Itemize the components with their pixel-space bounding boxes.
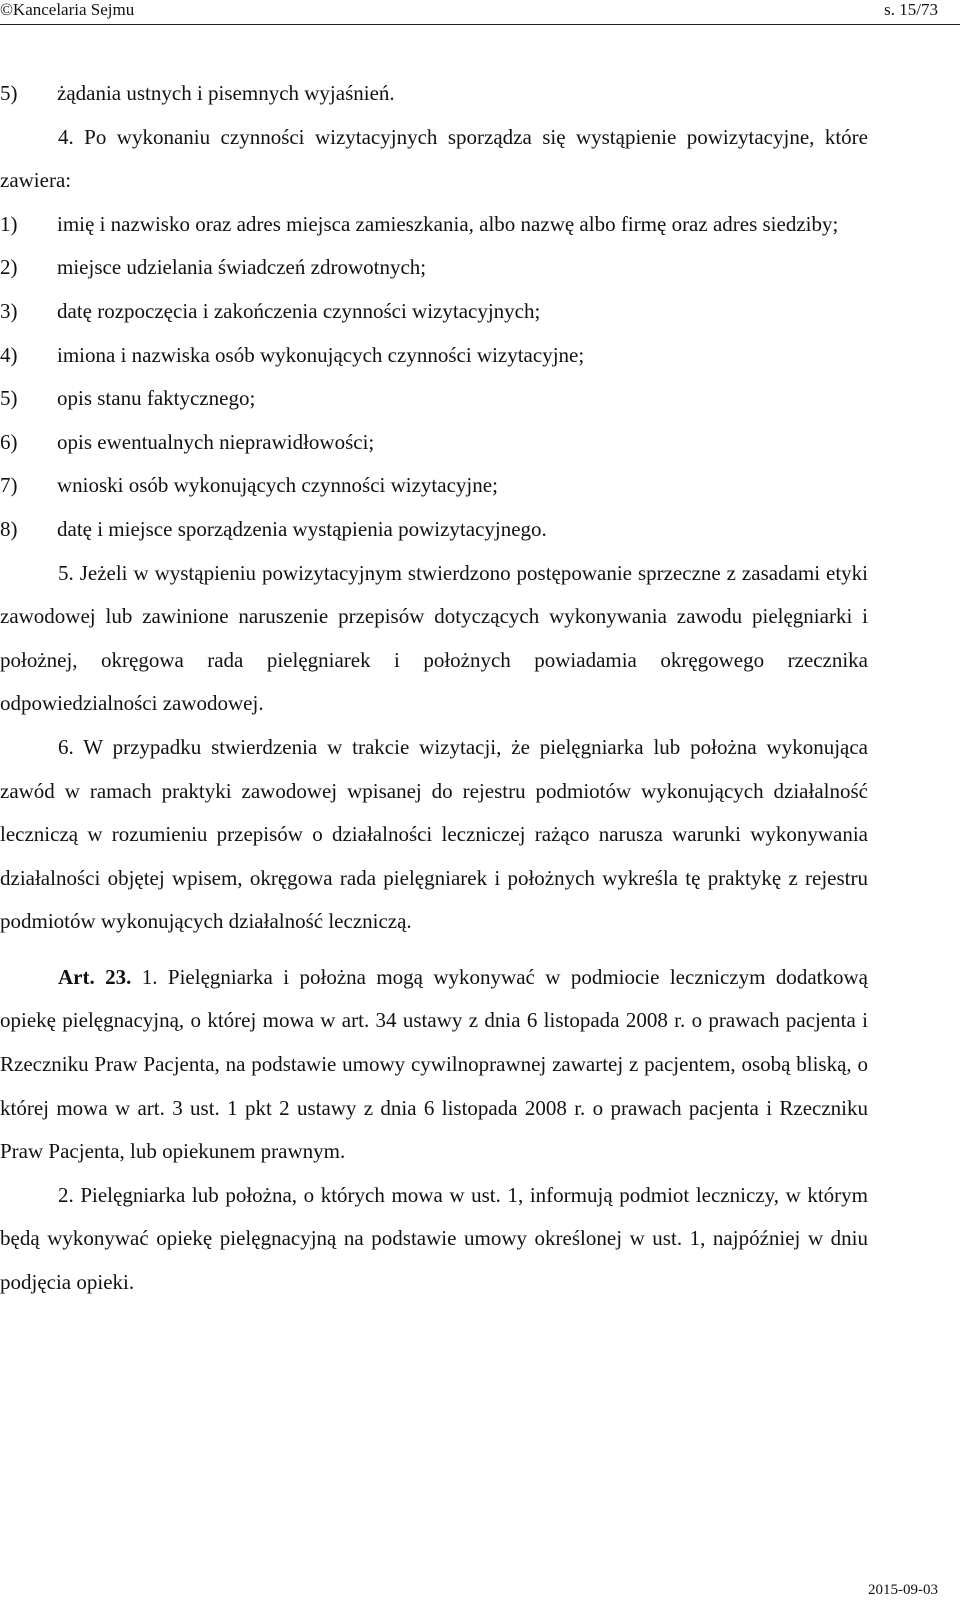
list-item-number: 5) [0,386,18,411]
list-item [0,508,868,552]
page-header [0,0,960,30]
list-item [0,464,868,508]
list-item [0,421,868,465]
paragraph-5: 5. Jeżeli w wystąpieniu powizytacyjnym stwierdzono postępowanie sprzeczne z zasadami etyki zawodowej lub zawinione naruszenie przepisów dotyczących wykonywania zawodu pielęgniarki i położnej, okręgowa rada pielęgniarek i położnych powiadamia okręgowego rzecznika odpowiedzialności zawodowej. [0,560,868,716]
paragraph-6: 6. W przypadku stwierdzenia w trakcie wizytacji, że pielęgniarka lub położna wykonująca zawód w ramach praktyki zawodowej wpisanej do rejestru podmiotów wykonujących działalność leczniczą w rozumieniu przepisów o działalności leczniczej rażąco narusza warunki wykonywania działalności objętej wpisem, okręgowa rada pielęgniarek i położnych wykreśla tę praktykę z rejestru podmiotów wykonujących działalność leczniczą. [0,734,868,934]
list-item [0,334,868,378]
list-item [0,203,868,247]
document-date: 2015-09-03 [868,1582,938,1598]
list-item-text: opis stanu faktycznego; [57,386,256,411]
page-number: s. 15/73 [884,0,938,19]
article-23-paragraph-1-text: 1. Pielęgniarka i położna mogą wykonywać w podmiocie leczniczym dodatkową opiekę pielęgnacyjną, o której mowa w art. 34 ustawy z dnia 6 listopada 2008 r. o prawach pacjenta i Rzeczniku Praw Pacjenta, na podstawie umowy cywilnoprawnej zawartej z pacjentem, osobą bliską, o której mowa w art. 3 ust. 1 pkt 2 ustawy z dnia 6 listopada 2008 r. o prawach pacjenta i Rzeczniku Praw Pacjenta, lub opiekunem prawnym. [0,964,868,1164]
list-item [0,290,868,334]
list-item-number: 2) [0,255,18,280]
list-item-number: 6) [0,429,18,454]
list-item-text: żądania ustnych i pisemnych wyjaśnień. [57,81,395,105]
list-item [0,72,868,116]
list-item-number: 3) [0,298,18,323]
list-item-text: imiona i nazwiska osób wykonujących czynności wizytacyjne; [57,342,585,367]
section-gap [0,944,868,956]
article-label: Art. 23. [58,964,132,989]
list-item-text: miejsce udzielania świadczeń zdrowotnych; [57,255,427,280]
list-item-text: imię i nazwisko oraz adres miejsca zamieszkania, albo nazwę albo firmę oraz adres siedziby; [57,211,839,236]
list-item-number: 1) [0,211,18,236]
document-body [0,72,868,1305]
list-item [0,246,868,290]
list-item-number: 4) [0,342,18,367]
list-item-text: opis ewentualnych nieprawidłowości; [57,429,375,454]
article-23-paragraph-1 [0,956,868,1174]
list-item-number: 5) [0,81,18,105]
list-item-number: 8) [0,516,18,541]
article-23-paragraph-2: 2. Pielęgniarka lub położna, o których mowa w ust. 1, informują podmiot leczniczy, w którym będą wykonywać opiekę pielęgnacyjną na podstawie umowy określonej w ust. 1, najpóźniej w dniu podjęcia opieki. [0,1182,868,1295]
list-item [0,377,868,421]
header-source: ©Kancelaria Sejmu [0,0,135,19]
list-item-text: wnioski osób wykonujących czynności wizytacyjne; [57,473,498,498]
list-item-text: datę rozpoczęcia i zakończenia czynności wizytacyjnych; [57,298,541,323]
list-item-number: 7) [0,473,18,498]
header-rule [0,24,960,25]
paragraph-4-intro: 4. Po wykonaniu czynności wizytacyjnych sporządza się wystąpienie powizytacyjne, które zawiera: [0,124,868,193]
list-item-text: datę i miejsce sporządzenia wystąpienia powizytacyjnego. [57,516,547,541]
